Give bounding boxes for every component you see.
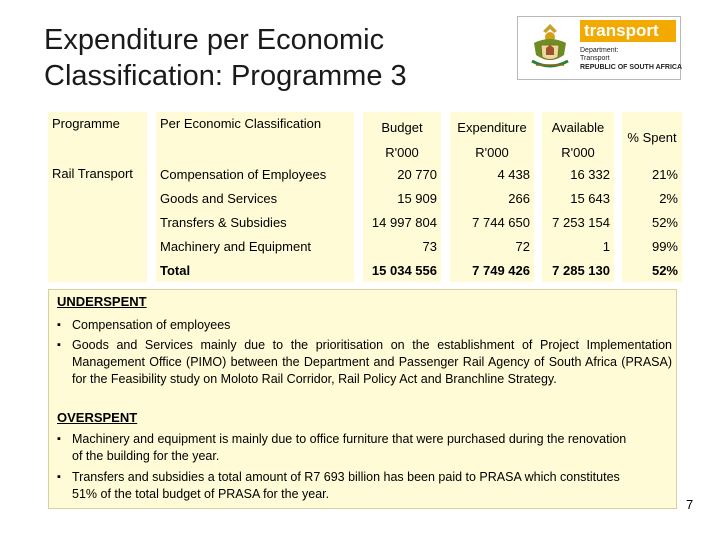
row-classification: Transfers & Subsidies	[156, 210, 354, 234]
total-available: 7 285 130	[542, 258, 614, 282]
overspent-item: ▪ Transfers and subsidies a total amount of R7 693 billion has been paid to PRASA which constitutes 51% of the total budget of PRASA for the year.	[57, 470, 620, 501]
row-available: 15 643	[542, 186, 614, 210]
logo-line-1: Department:	[580, 47, 619, 54]
expenditure-table	[48, 112, 682, 282]
row-budget: 14 997 804	[363, 210, 441, 234]
row-expenditure: 266	[450, 186, 534, 210]
row-pct-spent: 21%	[622, 162, 682, 186]
page-number: 7	[686, 497, 694, 512]
header-expenditure: Expenditure	[450, 112, 534, 142]
row-expenditure: 7 744 650	[450, 210, 534, 234]
unit-expenditure: R'000	[450, 142, 534, 162]
unit-budget: R'000	[363, 142, 441, 162]
row-budget: 15 909	[363, 186, 441, 210]
header-available: Available	[542, 112, 614, 142]
table-header-row	[48, 112, 682, 142]
logo-line-2: Transport	[580, 55, 610, 62]
total-label: Total	[156, 258, 354, 282]
header-programme: Programme	[48, 112, 147, 162]
bullet-icon: ▪	[57, 339, 61, 351]
header-pct-spent: % Spent	[622, 112, 682, 162]
row-expenditure: 72	[450, 234, 534, 258]
total-expenditure: 7 749 426	[450, 258, 534, 282]
row-available: 1	[542, 234, 614, 258]
overspent-item: ▪ Machinery and equipment is mainly due to office furniture that were purchased during the renovation of the building for the year.	[57, 432, 627, 463]
row-budget: 73	[363, 234, 441, 258]
title-line-1: Expenditure per Economic	[44, 24, 385, 56]
underspent-heading: UNDERSPENT	[57, 294, 147, 309]
total-budget: 15 034 556	[363, 258, 441, 282]
row-expenditure: 4 438	[450, 162, 534, 186]
row-classification: Machinery and Equipment	[156, 234, 354, 258]
row-pct-spent: 2%	[622, 186, 682, 210]
logo-brand-text: transport	[580, 20, 676, 42]
row-budget: 20 770	[363, 162, 441, 186]
row-available: 16 332	[542, 162, 614, 186]
title-line-2: Classification: Programme 3	[44, 60, 407, 92]
underspent-item: ▪ Compensation of employees	[57, 318, 231, 332]
header-budget: Budget	[363, 112, 441, 142]
bullet-icon: ▪	[57, 433, 61, 445]
bullet-icon: ▪	[57, 471, 61, 483]
slide-title	[44, 22, 504, 94]
bullet-icon: ▪	[57, 319, 61, 331]
row-pct-spent: 52%	[622, 210, 682, 234]
overspent-heading: OVERSPENT	[57, 410, 138, 425]
row-pct-spent: 99%	[622, 234, 682, 258]
header-classification: Per Economic Classification	[156, 112, 354, 162]
notes-panel	[48, 289, 677, 509]
row-classification: Compensation of Employees	[156, 162, 354, 186]
row-classification: Goods and Services	[156, 186, 354, 210]
underspent-item: ▪ Goods and Services mainly due to the prioritisation on the establishment of Project Implementation Management Office (PIMO) between the Department and Passenger Rail Agency of South Africa (PRASA) for the Feasibility study on Moloto Rail Corridor, Rail Policy Act and Branchline Strategy.	[57, 338, 672, 386]
programme-name: Rail Transport	[48, 162, 147, 282]
table-row	[48, 162, 682, 186]
department-logo	[517, 16, 681, 80]
total-pct-spent: 52%	[622, 258, 682, 282]
logo-line-3: REPUBLIC OF SOUTH AFRICA	[580, 64, 683, 71]
row-available: 7 253 154	[542, 210, 614, 234]
coat-of-arms-icon	[524, 21, 576, 73]
unit-available: R'000	[542, 142, 614, 162]
